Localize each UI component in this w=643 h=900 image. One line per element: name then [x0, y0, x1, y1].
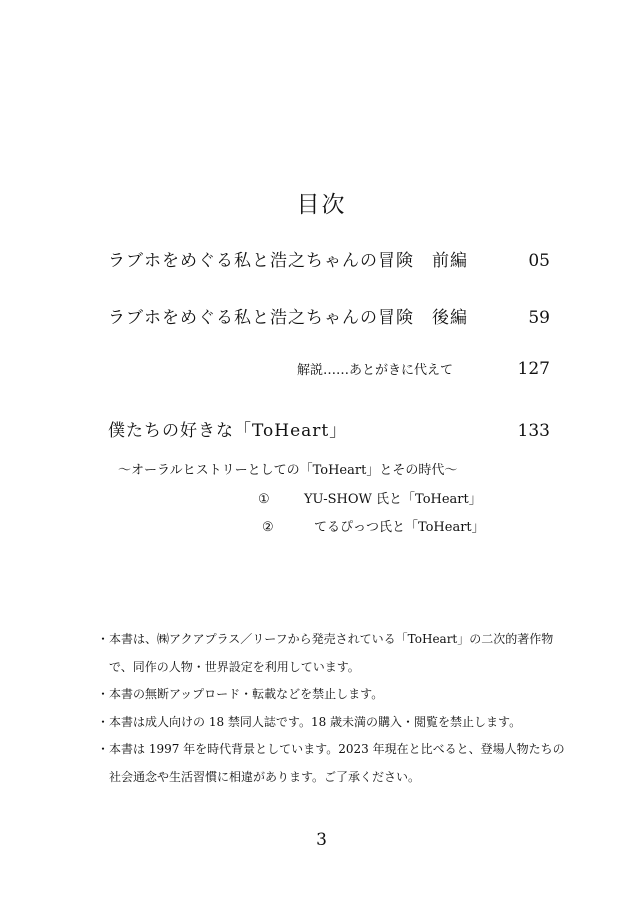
note-line: で、同作の人物・世界設定を利用しています。	[109, 659, 360, 674]
toc-entry-page: 133	[517, 421, 550, 441]
subitem-text: てるぴっつ氏と「ToHeart」	[313, 520, 485, 535]
notes-block	[97, 626, 567, 791]
toc-entry-page: 127	[517, 359, 550, 379]
toc-entry-page: 59	[528, 308, 550, 328]
toc-entry-label: 僕たちの好きな「ToHeart」	[108, 421, 348, 441]
toc-entry-2[interactable]	[108, 303, 550, 328]
toc-subtitle: ～オーラルヒストリーとしての「ToHeart」とその時代～	[118, 463, 458, 478]
toc-subitem-2	[262, 516, 485, 535]
toc-entry-1[interactable]	[108, 246, 550, 271]
toc-entry-label: ラブホをめぐる私と浩之ちゃんの冒険 後編	[108, 308, 468, 328]
page-title: 目次	[296, 192, 347, 218]
toc-subitem-1	[258, 488, 482, 507]
note-line: ・本書の無断アップロード・転載などを禁止します。	[97, 687, 384, 701]
note-line: ・本書は、㈱アクアプラス／リーフから発売されている「ToHeart」の二次的著作物	[97, 632, 554, 646]
subitem-text: YU-SHOW 氏と「ToHeart」	[303, 492, 482, 507]
toc-entry-label: ラブホをめぐる私と浩之ちゃんの冒険 前編	[108, 251, 468, 271]
toc-entry-label: 解説……あとがきに代えて	[297, 363, 454, 378]
note-line: ・本書は成人向けの 18 禁同人誌です。18 歳未満の購入・閲覧を禁止します。	[97, 714, 522, 729]
page-number: 3	[316, 830, 327, 850]
subitem-marker: ②	[262, 520, 274, 535]
toc-entry-3[interactable]	[297, 359, 550, 379]
note-line: 社会通念や生活習慣に相違があります。ご了承ください。	[109, 769, 421, 784]
toc-entry-4[interactable]	[108, 416, 550, 441]
note-line: ・本書は 1997 年を時代背景としています。2023 年現在と比べると、登場人物たちの	[97, 742, 565, 756]
toc-entry-page: 05	[528, 251, 550, 271]
subitem-marker: ①	[258, 492, 270, 507]
